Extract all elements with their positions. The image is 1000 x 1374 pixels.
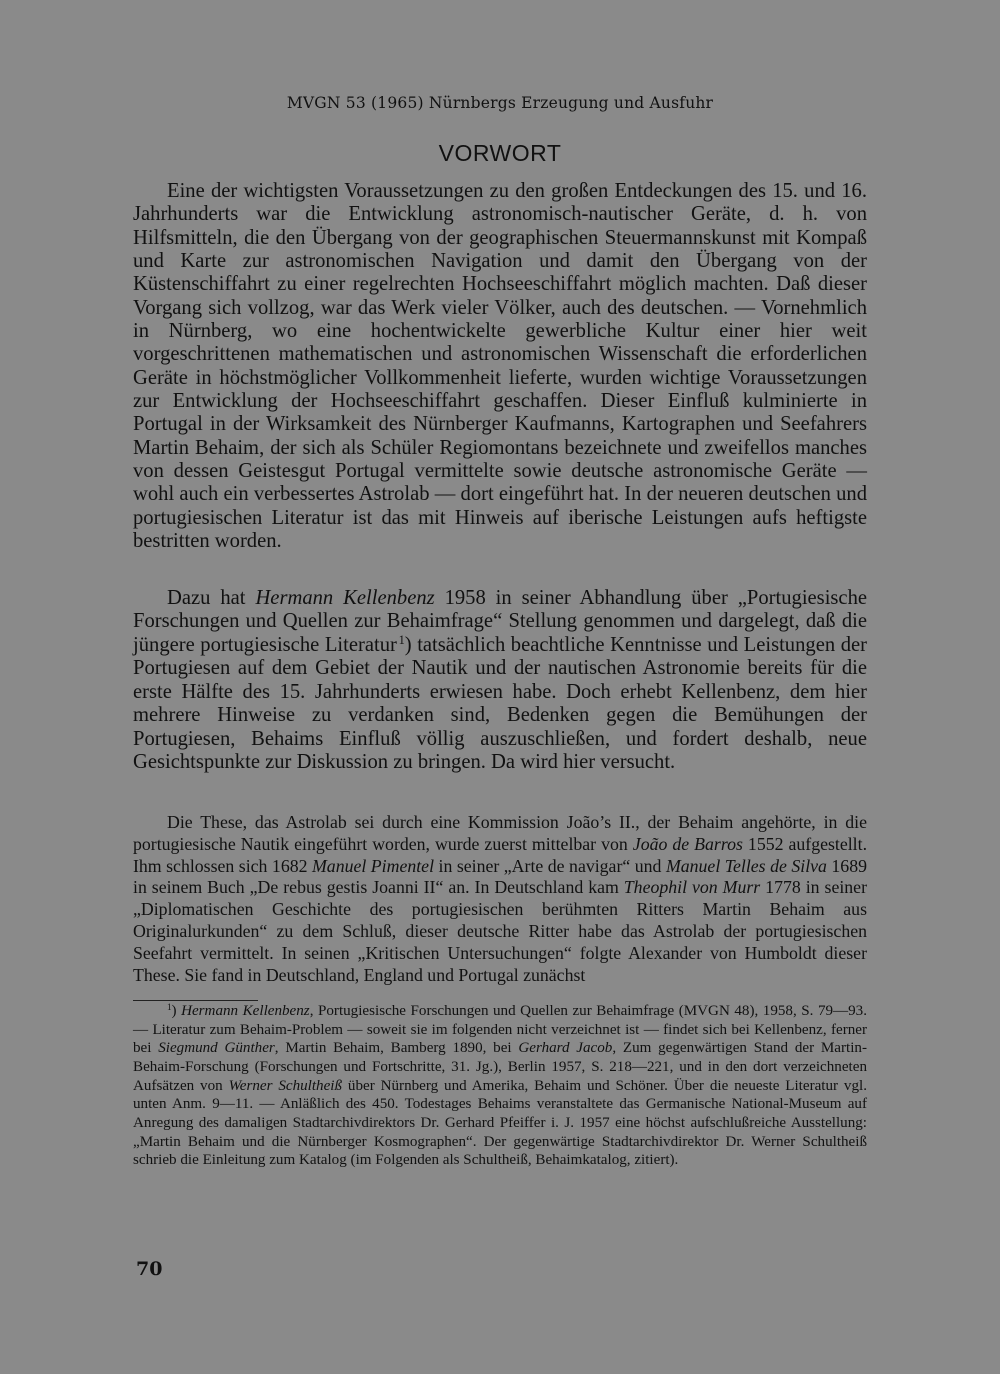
running-head: MVGN 53 (1965) Nürnbergs Erzeugung und Ausfuhr — [286, 94, 714, 112]
paragraph-2 — [133, 587, 867, 775]
paragraph-3-text — [133, 812, 867, 986]
paragraph-1-text: Eine der wichtigsten Voraussetzungen zu den großen Entdeckungen des 15. und 16. Jahrhunderts war die Entwicklung astronomisch-nautischer Geräte, d. h. von Hilfsmitteln, die den Übergang von der geographischen Steuermannskunst mit Kompaß und Karte zur astronomischen Navigation und damit den Übergang von der Küstenschiffahrt zu einer regelrechten Hochseeschiffahrt möglich machten. Daß dieser Vorgang sich vollzog, war das Werk vieler Völker, auch des deutschen. — Vornehmlich in Nürnberg, wo eine hochentwickelte gewerbliche Kultur einer hier weit vorgeschrittenen mathematischen und astronomischen Wissenschaft die erforderlichen Geräte in höchstmöglicher Vollkommenheit lieferte, wurden wichtige Voraussetzungen zur Entwicklung der Hochseeschiffahrt geschaffen. Dieser Einfluß kulminierte in Portugal in der Wirksamkeit des Nürnberger Kaufmanns, Kartographen und Seefahrers Martin Behaim, der sich als Schüler Regiomontans bezeichnete und zweifellos manches von dessen Geistesgut Portugal vermittelte sowie deutsche astronomische Geräte — wohl auch ein verbessertes Astrolab — dort eingeführt hat. In der neueren deutschen und portugiesischen Literatur ist das mit Hinweis auf iberische Leistungen aufs heftigste bestritten worden. — [133, 180, 867, 553]
paragraph-3-part-a: Die These, das Astrolab sei durch eine Kommission João’s II., der Behaim angehörte, in die portugiesische Nautik eingeführt worden, wurde zuerst mittelbar von — [133, 812, 867, 854]
footnote-author-guenther: Siegmund Günther — [158, 1040, 275, 1057]
footnote-part-c: , Martin Behaim, Bamberg 1890, bei — [274, 1040, 519, 1057]
footnote-part-b: , Portugiesische Forschungen und Quellen zur Behaimfrage (MVGN 48), 1958, S. 79—93. — Literatur zum Behaim-Problem — soweit sie im folgenden nicht verzeichnet ist — findet sich bei Kellenbenz, ferner bei — [133, 1003, 867, 1057]
footnote-marker: 1 — [167, 1002, 172, 1013]
paragraph-1 — [133, 180, 867, 554]
footnote-divider — [133, 1000, 258, 1001]
footnote-author-jacob: Gerhard Jacob — [518, 1040, 613, 1057]
footnote-part-e: über Nürnberg und Amerika, Behaim und Schöner. Über die neueste Literatur vgl. unten Anm. 9—11. — Anläßlich des 450. Todestages Behaims veranstaltete das Germanische National-Museum auf Anregung des damaligen Stadtarchivdirektors Dr. Gerhard Pfeiffer i. J. 1957 eine höchst aufschlußreiche Ausstellung: „Martin Behaim und die Nürnberger Kosmographen“. Der gegenwärtige Stadtarchivdirektor Dr. Werner Schultheiß schrieb die Einleitung zum Katalog (im Folgenden als Schultheiß, Behaimkatalog, zitiert). — [133, 1077, 867, 1169]
footnote-author-schultheiss: Werner Schultheiß — [228, 1077, 343, 1094]
paragraph-2-part-c: ) tatsächlich beachtliche Kenntnisse und Leistungen der Portugiesen auf dem Gebiet der Nautik und der nautischen Astronomie bereits für die erste Hälfte des 15. Jahrhunderts erwiesen habe. Doch erhebt Kellenbenz, dem hier mehrere Hinweise zu verdanken sind, Bedenken gegen die Bemühungen der Portugiesen, Behaims Einfluß völlig auszuschließen, und fordert deshalb, neue Gesichtspunkte zur Diskussion zu bringen. Da wird hier versucht. — [133, 633, 867, 774]
footnote-part-a: ) — [171, 1003, 182, 1019]
author-barros: João de Barros — [632, 833, 743, 854]
paragraph-3-part-e: 1778 in seiner „Diplomatischen Geschichte des portugiesischen berühmten Ritters Martin Behaim aus Originalurkunden“ zu dem Schluß, dieser deutsche Ritter habe das Astrolab der portugiesischen Seefahrt vermittelt. In seinen „Kritischen Untersuchungen“ folgte Alexander von Humboldt dieser These. Sie fand in Deutschland, England und Portugal zunächst — [133, 877, 867, 985]
footnote-author-kellenbenz: Hermann Kellenbenz — [181, 1003, 310, 1019]
author-kellenbenz: Hermann Kellenbenz — [255, 587, 435, 609]
author-von-murr: Theophil von Murr — [623, 877, 761, 898]
paragraph-2-text — [133, 587, 867, 775]
author-pimentel: Manuel Pimentel — [312, 855, 435, 876]
paragraph-3 — [133, 812, 867, 986]
footnote-1-text — [133, 1002, 867, 1170]
page-title: VORWORT — [438, 140, 562, 166]
paragraph-2-part-a: Dazu hat — [167, 587, 256, 609]
footnote-part-d: , Zum gegenwärtigen Stand der Martin-Behaim-Forschung (Forschungen und Fortschritte, 31. Jg.), Berlin 1957, S. 218—221, und in den dort verzeichneten Aufsätzen von — [133, 1040, 867, 1094]
paragraph-3-part-d: 1689 in seinem Buch „De rebus gestis Joanni II“ an. In Deutschland kam — [133, 855, 867, 898]
paragraph-3-part-c: in seiner „Arte de navigar“ und — [434, 855, 666, 876]
footnote-reference: 1 — [398, 633, 405, 648]
footnote-1 — [133, 1002, 867, 1170]
author-telles-de-silva: Manuel Telles de Silva — [665, 855, 827, 876]
paragraph-3-part-b: 1552 aufgestellt. Ihm schlossen sich 1682 — [133, 833, 868, 876]
paragraph-2-part-b: 1958 in seiner Abhandlung über „Portugiesische Forschungen und Quellen zur Behaimfrage“ Stellung genommen und dargelegt, daß die jüngere portugiesische Literatur — [133, 587, 868, 656]
page-number: 70 — [136, 1258, 163, 1280]
